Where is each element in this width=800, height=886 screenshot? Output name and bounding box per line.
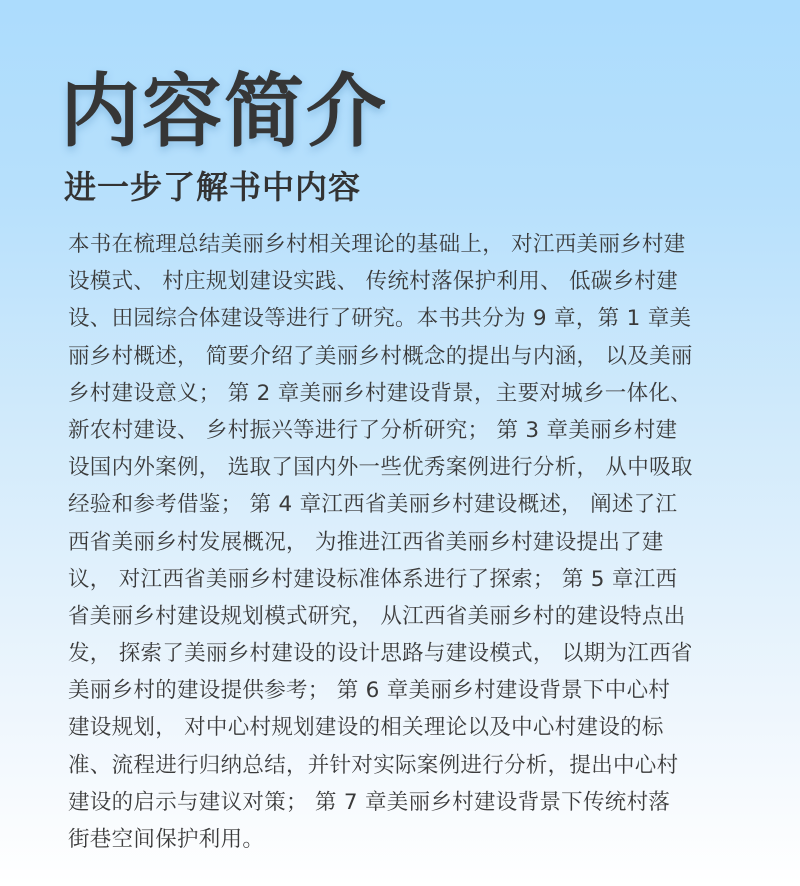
- paragraph-line: 设国内外案例， 选取了国内外一些优秀案例进行分析， 从中吸取: [68, 455, 693, 481]
- paragraph-line: 本书在梳理总结美丽乡村相关理论的基础上， 对江西美丽乡村建: [68, 232, 686, 257]
- page-subtitle: 进一步了解书中内容: [64, 168, 362, 206]
- paragraph-line: 街巷空间保护利用。: [68, 827, 265, 852]
- paragraph-line: 设、田园综合体建设等进行了研究。本书共分为 9 章，第 1 章美: [68, 306, 692, 332]
- paragraph-line: 美丽乡村的建设提供参考； 第 6 章美丽乡村建设背景下中心村: [68, 678, 671, 704]
- paragraph-line: 准、流程进行归纳总结，并针对实际案例进行分析，提出中心村: [68, 752, 679, 778]
- page-title: 内容简介: [60, 65, 388, 158]
- paragraph-line: 设模式、 村庄规划建设实践、 传统村落保护利用、 低碳乡村建: [68, 269, 679, 295]
- paragraph-line: 乡村建设意义； 第 2 章美丽乡村建设背景，主要对城乡一体化、: [68, 380, 692, 406]
- paragraph-line: 经验和参考借鉴； 第 4 章江西省美丽乡村建设概述， 阐述了江: [68, 492, 678, 518]
- paragraph-line: 新农村建设、 乡村振兴等进行了分析研究； 第 3 章美丽乡村建: [68, 417, 678, 443]
- paragraph-line: 发， 探索了美丽乡村建设的设计思路与建设模式， 以期为江西省: [68, 641, 693, 667]
- paragraph-line: 议， 对江西省美丽乡村建设标准体系进行了探索； 第 5 章江西: [68, 566, 678, 592]
- paragraph-line: 建设的启示与建议对策； 第 7 章美丽乡村建设背景下传统村落: [68, 789, 671, 815]
- paragraph-line: 省美丽乡村建设规划模式研究， 从江西省美丽乡村的建设特点出: [68, 603, 686, 629]
- paragraph-line: 西省美丽乡村发展概况， 为推进江西省美丽乡村建设提出了建: [68, 529, 664, 555]
- paragraph-line: 丽乡村概述， 简要介绍了美丽乡村概念的提出与内涵， 以及美丽: [68, 343, 693, 369]
- intro-paragraph: [68, 226, 748, 858]
- paragraph-line: 建设规划， 对中心村规划建设的相关理论以及中心村建设的标: [68, 715, 664, 741]
